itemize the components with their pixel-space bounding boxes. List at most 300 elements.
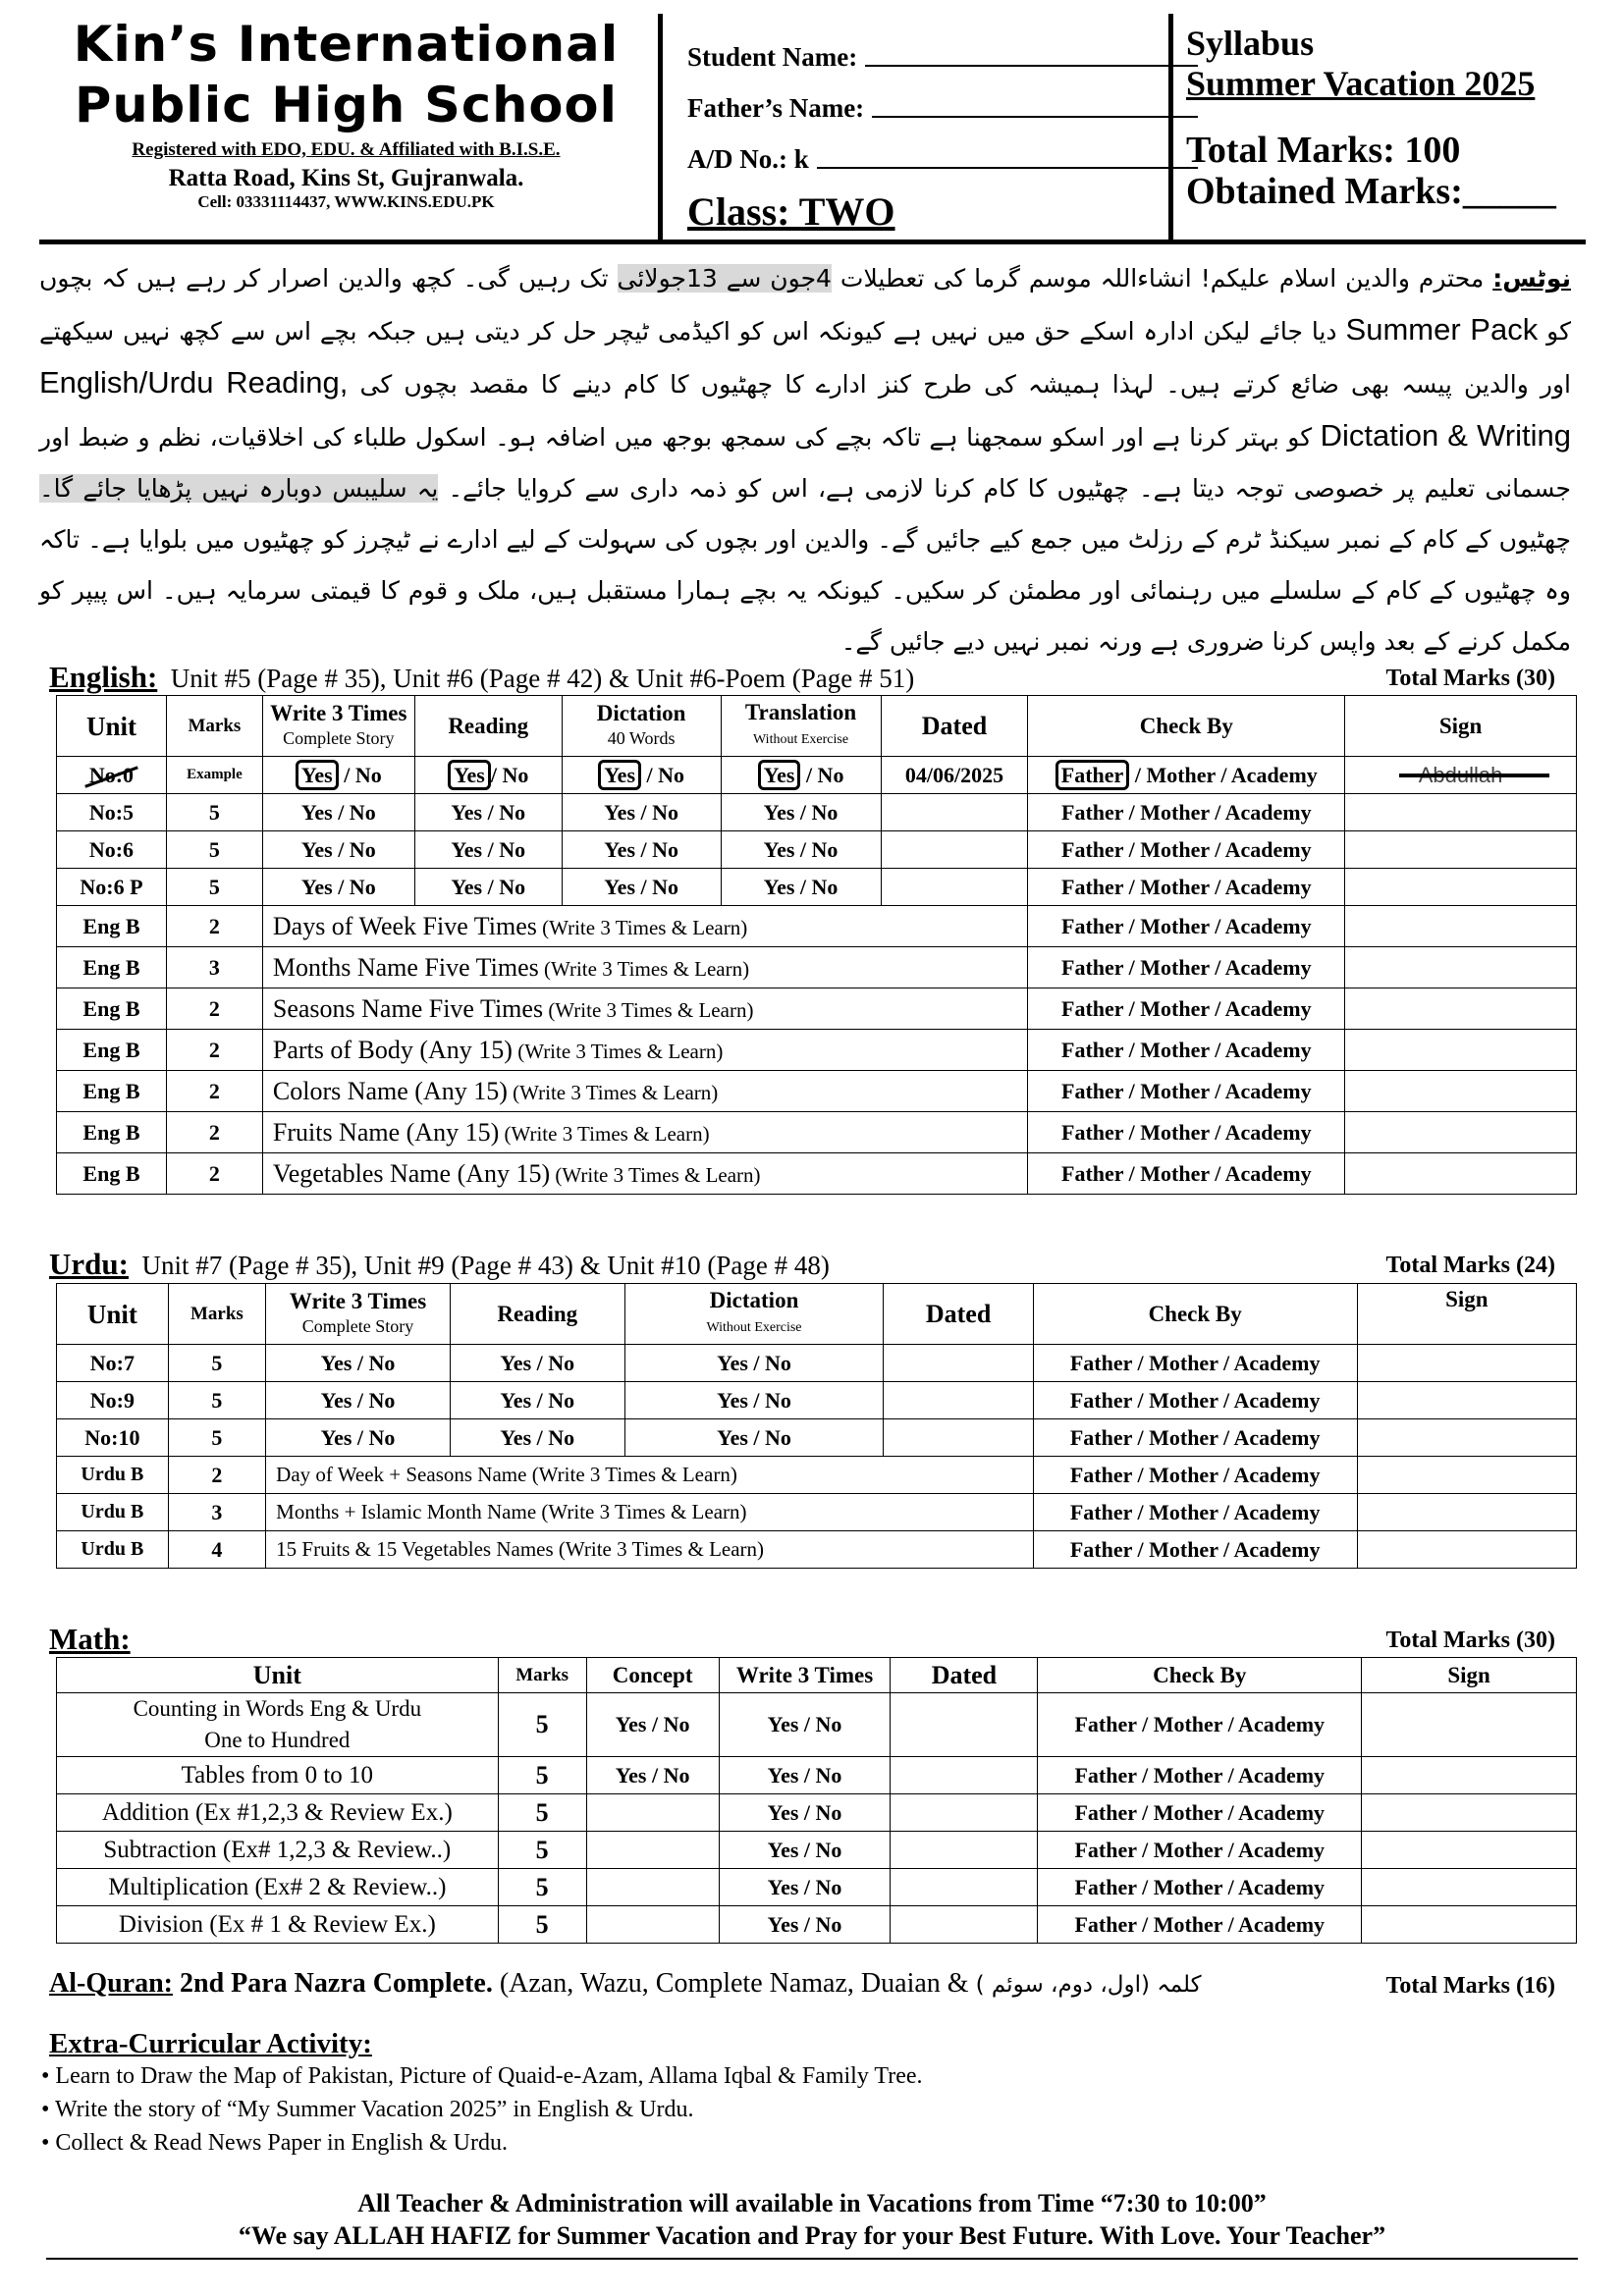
row-check[interactable]: Father / Mother / Academy [1038,1832,1362,1869]
row-sign[interactable] [1357,1345,1576,1382]
row-check[interactable]: Father / Mother / Academy [1038,1693,1362,1757]
row-check[interactable]: Father / Mother / Academy [1028,1030,1345,1071]
row-unit: No:7 [57,1345,169,1382]
row-write[interactable]: Yes / No [266,1345,451,1382]
urdu-total: Total Marks (24) [1385,1253,1555,1278]
quran-bold-text: 2nd Para Nazra Complete. [173,1968,493,1999]
row-reading[interactable]: Yes / No [414,794,562,831]
header-reading: Reading [450,1284,624,1345]
english-section-title [49,660,914,695]
row-task: 15 Fruits & 15 Vegetables Names (Write 3 Times & Learn) [266,1531,1034,1569]
vacation-label: Summer Vacation 2025 [1186,64,1536,103]
row-marks: 3 [168,1494,265,1531]
header-translation [721,696,881,757]
example-write-no: / No [338,762,382,787]
table-row [57,1419,1577,1457]
row-sign[interactable] [1345,1030,1577,1071]
row-task-main: Months Name Five Times [272,952,539,982]
row-check[interactable]: Father / Mother / Academy [1038,1794,1362,1832]
header-write: Write 3 Times [719,1658,891,1693]
row-sign[interactable] [1345,1112,1577,1153]
row-sign[interactable] [1345,988,1577,1030]
quran-line [49,1968,1202,2000]
row-marks: 5 [166,869,262,906]
row-dated[interactable] [884,1419,1033,1457]
example-reading-no: / No [490,762,529,787]
row-sign[interactable] [1345,1153,1577,1195]
notice-summer-pack: Summer Pack [1345,312,1539,347]
header-concept: Concept [586,1658,719,1693]
syllabus-info [1186,24,1589,212]
header-sign: Sign [1345,696,1577,757]
example-sign-text: Abdullah [1418,762,1503,787]
row-write[interactable]: Yes / No [266,1382,451,1419]
row-check[interactable]: Father / Mother / Academy [1028,1071,1345,1112]
row-task-sub: (Write 3 Times & Learn) [507,1080,719,1104]
row-check[interactable]: Father / Mother / Academy [1038,1869,1362,1906]
row-check[interactable]: Father / Mother / Academy [1028,988,1345,1030]
student-name-label: Student Name: [687,42,858,72]
row-unit: No:6 [57,831,167,869]
row-task-sub: (Write 3 Times & Learn) [538,956,750,981]
example-translation-yes: Yes [758,760,801,790]
header-dictation [562,696,721,757]
table-row [57,1153,1577,1195]
row-marks: 2 [168,1457,265,1494]
row-dictation[interactable]: Yes / No [562,794,721,831]
english-example-row [57,757,1577,794]
header-dictation-label: Dictation [709,1287,799,1312]
list-item: • Collect & Read News Paper in English & Urdu. [41,2126,923,2160]
header-divider-1 [658,14,663,241]
row-write[interactable]: Yes / No [262,794,414,831]
row-task-sub: (Write 3 Times & Learn) [512,1039,724,1063]
urdu-notice [39,253,1571,667]
header-check: Check By [1038,1658,1362,1693]
quran-urdu: ( کلمہ (اول، دوم، سوئم [975,1972,1202,1998]
row-marks: 2 [166,1071,262,1112]
row-unit: Eng B [57,1153,167,1195]
header-write-label: Write 3 Times [289,1289,427,1313]
header-dated: Dated [884,1284,1033,1345]
school-name-line1: Kin’s International [73,16,620,73]
math-title: Math: [49,1622,131,1656]
row-dictation[interactable]: Yes / No [624,1419,884,1457]
example-write [262,757,414,794]
header-unit: Unit [57,696,167,757]
row-marks: 5 [498,1869,586,1906]
row-unit: Eng B [57,988,167,1030]
row-dated[interactable] [881,794,1028,831]
math-header-row [57,1658,1577,1693]
row-marks: 5 [498,1794,586,1832]
row-task-sub: (Write 3 Times & Learn) [550,1162,761,1187]
row-sign[interactable] [1357,1531,1576,1569]
urdu-title: Urdu: [49,1247,129,1281]
row-task: Day of Week + Seasons Name (Write 3 Times & Learn) [266,1457,1034,1494]
table-row [57,1757,1577,1794]
notice-highlight-dates: 4جون سے 13جولائی [617,264,832,293]
obtained-marks: Obtained Marks:_____ [1186,171,1556,212]
row-sign[interactable] [1362,1906,1577,1944]
header-unit: Unit [57,1284,169,1345]
table-row [57,1906,1577,1944]
row-check[interactable]: Father / Mother / Academy [1028,1112,1345,1153]
table-row [57,1112,1577,1153]
row-unit: Urdu B [57,1494,169,1531]
row-reading[interactable]: Yes / No [414,869,562,906]
row-unit: Addition (Ex #1,2,3 & Review Ex.) [57,1794,499,1832]
urdu-table [56,1283,1577,1569]
row-write[interactable]: Yes / No [719,1794,891,1832]
table-row [57,1869,1577,1906]
row-marks: 5 [166,794,262,831]
notice-text-2: تک رہیں گی۔ کچھ والدین اصرار کر رہے ہیں کہ بچوں کو [39,264,1571,346]
row-check[interactable]: Father / Mother / Academy [1033,1419,1357,1457]
row-task [262,988,1028,1030]
row-marks: 5 [498,1906,586,1944]
row-concept[interactable] [586,1832,719,1869]
quran-total: Total Marks (16) [1385,1973,1555,1999]
row-marks: 5 [168,1345,265,1382]
row-marks: 2 [166,1030,262,1071]
row-translation[interactable]: Yes / No [721,794,881,831]
table-row [57,1030,1577,1071]
student-name-blank[interactable] [865,41,1198,67]
example-check-rest: / Mother / Academy [1134,762,1318,787]
row-dated[interactable] [884,1382,1033,1419]
header [39,14,1586,244]
header-dated: Dated [891,1658,1038,1693]
row-marks: 5 [498,1832,586,1869]
row-task-main: Colors Name (Any 15) [272,1076,508,1105]
school-address: Ratta Road, Kins St, Gujranwala. [168,165,524,191]
row-write[interactable]: Yes / No [719,1832,891,1869]
row-sign[interactable] [1362,1794,1577,1832]
row-check[interactable]: Father / Mother / Academy [1028,906,1345,947]
header-sign: Sign [1362,1658,1577,1693]
math-table [56,1657,1577,1944]
row-task [262,1153,1028,1195]
row-task-sub: (Write 3 Times & Learn) [543,997,754,1022]
row-dated[interactable] [881,831,1028,869]
header-write-sub: Complete Story [283,728,395,748]
row-marks: 5 [498,1693,586,1757]
row-check[interactable]: Father / Mother / Academy [1038,1906,1362,1944]
header-divider-2 [1168,14,1173,241]
row-marks: 2 [166,1153,262,1195]
row-reading[interactable]: Yes / No [450,1345,624,1382]
school-contact: Cell: 03331114437, WWW.KINS.EDU.PK [197,192,495,211]
row-task [262,1071,1028,1112]
row-sign[interactable] [1345,947,1577,988]
header-sign: Sign [1357,1284,1576,1345]
table-row [57,988,1577,1030]
row-write[interactable]: Yes / No [719,1869,891,1906]
table-row [57,1345,1577,1382]
syllabus-label: Syllabus [1186,24,1315,63]
row-check[interactable]: Father / Mother / Academy [1028,794,1345,831]
header-check: Check By [1028,696,1345,757]
row-sign[interactable] [1362,1869,1577,1906]
list-item: • Write the story of “My Summer Vacation 2025” in English & Urdu. [41,2093,923,2126]
row-unit: Eng B [57,1030,167,1071]
header-unit: Unit [57,1658,499,1693]
header-write-sub: Complete Story [301,1316,414,1336]
ad-no-field[interactable] [687,124,1198,175]
notice-text-1: محترم والدین اسلام علیکم! انشاءاللہ موسم گرما کی تعطیلات [831,264,1493,293]
row-reading[interactable]: Yes / No [414,831,562,869]
row-dated[interactable] [891,1757,1038,1794]
row-dictation[interactable]: Yes / No [624,1345,884,1382]
row-unit: Multiplication (Ex# 2 & Review..) [57,1869,499,1906]
example-write-yes: Yes [296,760,339,790]
row-dictation[interactable]: Yes / No [562,831,721,869]
header-dictation-sub: Without Exercise [706,1319,802,1335]
row-concept[interactable]: Yes / No [586,1693,719,1757]
row-dated[interactable] [891,1693,1038,1757]
row-unit: Division (Ex # 1 & Review Ex.) [57,1906,499,1944]
row-translation[interactable]: Yes / No [721,869,881,906]
school-registration: Registered with EDO, EDU. & Affiliated with B.I.S.E. [132,139,561,160]
row-task-sub: (Write 3 Times & Learn) [499,1121,710,1146]
row-task-sub: (Write 3 Times & Learn) [536,915,748,939]
father-name-label: Father’s Name: [687,93,865,123]
row-unit: Subtraction (Ex# 1,2,3 & Review..) [57,1832,499,1869]
row-concept[interactable]: Yes / No [586,1757,719,1794]
row-task [262,906,1028,947]
row-dictation[interactable]: Yes / No [624,1382,884,1419]
example-reading-yes: Yes [448,760,491,790]
header-marks: Marks [168,1284,265,1345]
table-row [57,1531,1577,1569]
quran-label: Al-Quran: [49,1968,173,1999]
row-check[interactable]: Father / Mother / Academy [1033,1494,1357,1531]
row-marks: 2 [166,906,262,947]
table-row [57,794,1577,831]
row-task-main: Days of Week Five Times [272,911,537,940]
row-task-main: Parts of Body (Any 15) [272,1035,513,1064]
table-row [57,831,1577,869]
row-sign[interactable] [1362,1693,1577,1757]
row-marks: 5 [168,1382,265,1419]
row-sign[interactable] [1345,869,1577,906]
example-dictation-yes: Yes [598,760,641,790]
row-task-main: Seasons Name Five Times [272,993,544,1023]
english-title: English: [49,660,158,694]
header-write [266,1284,451,1345]
example-sign [1345,757,1577,794]
row-task [262,1112,1028,1153]
row-check[interactable]: Father / Mother / Academy [1028,869,1345,906]
urdu-header-row [57,1284,1577,1345]
table-row [57,1494,1577,1531]
row-unit: Eng B [57,947,167,988]
row-task [262,1030,1028,1071]
row-task [262,947,1028,988]
row-marks: 4 [168,1531,265,1569]
class-label: Class: TWO [687,189,895,234]
header-dictation [624,1284,884,1345]
row-check[interactable]: Father / Mother / Academy [1033,1345,1357,1382]
row-unit: Eng B [57,1071,167,1112]
row-task: Months + Islamic Month Name (Write 3 Times & Learn) [266,1494,1034,1531]
ad-no-label: A/D No.: k [687,144,809,174]
father-name-blank[interactable] [872,92,1198,118]
row-sign[interactable] [1345,1071,1577,1112]
table-row [57,1693,1577,1757]
math-total: Total Marks (30) [1385,1628,1555,1653]
row-concept[interactable] [586,1869,719,1906]
row-write[interactable]: Yes / No [719,1906,891,1944]
row-dated[interactable] [884,1345,1033,1382]
row-sign[interactable] [1362,1832,1577,1869]
row-unit: Eng B [57,1112,167,1153]
student-name-field[interactable] [687,22,1198,73]
row-write[interactable]: Yes / No [719,1693,891,1757]
row-check[interactable]: Father / Mother / Academy [1033,1531,1357,1569]
row-marks: 5 [498,1757,586,1794]
row-concept[interactable] [586,1906,719,1944]
example-marks: Example [166,757,262,794]
header-translation-label: Translation [744,699,857,724]
row-dated[interactable] [891,1869,1038,1906]
row-unit: No:5 [57,794,167,831]
example-dictation [562,757,721,794]
extra-list [41,2059,923,2160]
footer-rule [46,2258,1578,2260]
example-translation-no: / No [800,762,844,787]
header-dictation-label: Dictation [596,701,686,725]
header-write-label: Write 3 Times [270,701,407,725]
urdu-units: Unit #7 (Page # 35), Unit #9 (Page # 43) & Unit #10 (Page # 48) [141,1251,830,1280]
table-row [57,869,1577,906]
list-item: • Learn to Draw the Map of Pakistan, Picture of Quaid-e-Azam, Allama Iqbal & Family Tree. [41,2059,923,2093]
row-sign[interactable] [1345,831,1577,869]
example-date: 04/06/2025 [881,757,1028,794]
notice-text-3: دیا جائے لیکن ادارہ اسکے حق میں نہیں ہے کیونکہ اس کو اکیڈمی ٹیچر حل کر دیتی ہیں جبکہ بچے اس سے کچھ نہیں سیکھتے اور والدین پیسہ بھی ضائع کرتے ہیں۔ لہذا ہمیشہ کی طرح کنز ادارے کا چھٹیوں کا کام دینے کا مقصد بچوں کی [39,317,1571,399]
row-check[interactable]: Father / Mother / Academy [1028,947,1345,988]
table-row [57,1832,1577,1869]
row-task-main: Vegetables Name (Any 15) [272,1158,551,1188]
footer-line-1: All Teacher & Administration will available in Vacations from Time “7:30 to 10:00” [357,2189,1267,2217]
notice-english-skills: English/Urdu Reading, Dictation & Writing [39,365,1572,453]
row-check[interactable]: Father / Mother / Academy [1028,831,1345,869]
notice-highlight-syllabus: یہ سلیبس دوبارہ نہیں پڑھایا جائے گا۔ [39,474,439,503]
row-sign[interactable] [1345,906,1577,947]
row-unit: No:10 [57,1419,169,1457]
row-marks: 2 [166,988,262,1030]
row-unit: Tables from 0 to 10 [57,1757,499,1794]
row-sign[interactable] [1357,1494,1576,1531]
row-unit: Urdu B [57,1457,169,1494]
header-dictation-sub: 40 Words [607,728,676,748]
row-dictation[interactable]: Yes / No [562,869,721,906]
table-row [57,1071,1577,1112]
example-translation [721,757,881,794]
notice-label: نوٹس: [1492,264,1571,293]
header-reading: Reading [414,696,562,757]
row-marks: 3 [166,947,262,988]
row-check[interactable]: Father / Mother / Academy [1033,1457,1357,1494]
table-row [57,1382,1577,1419]
row-unit [57,1693,499,1757]
row-check[interactable]: Father / Mother / Academy [1033,1382,1357,1419]
school-name-line2: Public High School [74,77,619,133]
header-write [262,696,414,757]
row-sign[interactable] [1357,1382,1576,1419]
row-unit: Urdu B [57,1531,169,1569]
row-write[interactable]: Yes / No [719,1757,891,1794]
table-row [57,1794,1577,1832]
row-marks: 5 [168,1419,265,1457]
row-translation[interactable]: Yes / No [721,831,881,869]
header-marks: Marks [166,696,262,757]
row-concept[interactable] [586,1794,719,1832]
ad-no-blank[interactable] [817,143,1198,169]
header-marks: Marks [498,1658,586,1693]
row-sign[interactable] [1357,1419,1576,1457]
row-check[interactable]: Father / Mother / Academy [1038,1757,1362,1794]
student-info [687,22,1198,235]
row-sign[interactable] [1345,794,1577,831]
urdu-section-title [49,1247,830,1282]
row-check[interactable]: Father / Mother / Academy [1028,1153,1345,1195]
row-unit: No:9 [57,1382,169,1419]
total-marks: Total Marks: 100 [1186,130,1461,171]
row-unit-line1: Counting in Words Eng & Urdu [133,1696,422,1721]
row-unit: No:6 P [57,869,167,906]
header-dated: Dated [881,696,1028,757]
example-dictation-no: / No [641,762,685,787]
footer-line-2: “We say ALLAH HAFIZ for Summer Vacation and Pray for your Best Future. With Love. Your Teacher” [238,2221,1386,2250]
row-sign[interactable] [1357,1457,1576,1494]
row-sign[interactable] [1362,1757,1577,1794]
row-dated[interactable] [891,1906,1038,1944]
row-dated[interactable] [881,869,1028,906]
row-reading[interactable]: Yes / No [450,1382,624,1419]
row-dated[interactable] [891,1794,1038,1832]
row-marks: 2 [166,1112,262,1153]
header-check: Check By [1033,1284,1357,1345]
notice-text-5: چھٹیوں کے کام کے نمبر سیکنڈ ٹرم کے رزلٹ میں جمع کیے جائیں گے۔ والدین اور بچوں کی سہولت کے لیے ادارے نے ٹیچرز کو چھٹیوں میں بلوایا ہے۔ تاکہ وہ چھٹیوں کے کام کے سلسلے میں رہنمائی اور مطمئن کر سکیں۔ کیونکہ یہ بچے ہمارا مستقبل ہیں، ملک و قوم کا قیمتی سرمایہ ہیں۔ اس پیپر کو مکمل کرنے کے بعد واپس کرنا ضروری ہے ورنہ نمبر نہیں دیے جائیں گے۔ [39,525,1571,656]
extra-title: Extra-Curricular Activity: [49,2028,372,2059]
row-write[interactable]: Yes / No [262,831,414,869]
row-marks: 5 [166,831,262,869]
math-section-title [49,1622,131,1657]
english-table [56,695,1577,1195]
example-check-father: Father [1056,760,1130,790]
father-name-field[interactable] [687,73,1198,124]
row-write[interactable]: Yes / No [266,1419,451,1457]
example-unit-text: No:0 [88,762,135,787]
row-unit: Eng B [57,906,167,947]
row-reading[interactable]: Yes / No [450,1419,624,1457]
example-reading [414,757,562,794]
row-dated[interactable] [891,1832,1038,1869]
english-units: Unit #5 (Page # 35), Unit #6 (Page # 42) & Unit #6-Poem (Page # 51) [170,664,915,693]
header-translation-sub: Without Exercise [753,731,849,747]
table-row [57,1457,1577,1494]
english-total: Total Marks (30) [1385,666,1555,691]
row-write[interactable]: Yes / No [262,869,414,906]
quran-text: (Azan, Wazu, Complete Namaz, Duaian & [492,1968,976,1999]
row-task-main: Fruits Name (Any 15) [272,1117,500,1147]
notice-text-4: کو بہتر کرنا ہے اور اسکو سمجھنا ہے تاکہ بچے کی سمجھ بوجھ میں اضافہ ہو۔ اسکول طلباء کی اخلاقیات، نظم و ضبط اور جسمانی تعلیم پر خصوصی توجہ دیتا ہے۔ چھٹیوں کا کام کرنا لازمی ہے، اس کو ذمہ داری سے کروایا جائے۔ [39,423,1571,503]
table-row [57,906,1577,947]
example-check [1028,757,1345,794]
row-unit-line2: One to Hundred [204,1728,351,1752]
